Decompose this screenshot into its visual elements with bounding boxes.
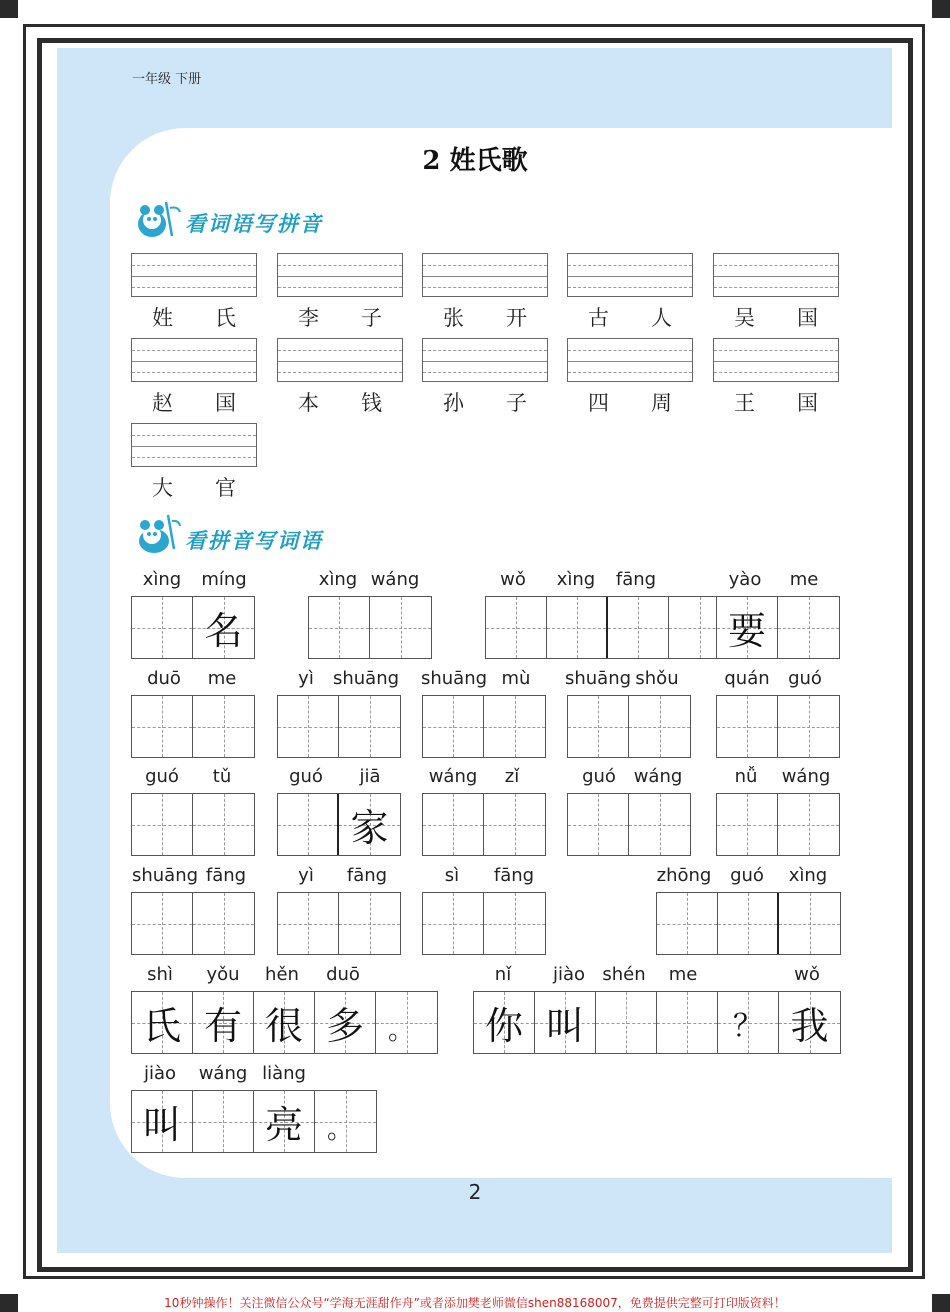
blank-character-cell[interactable]: [486, 597, 547, 658]
word-character: 国: [797, 306, 818, 330]
given-character: 。: [327, 1115, 354, 1145]
given-character: 名: [204, 609, 243, 653]
pinyin-label: shén: [602, 964, 646, 985]
blank-character-cell[interactable]: [339, 696, 400, 757]
blank-character-cell[interactable]: [309, 597, 370, 658]
blank-character-cell[interactable]: [778, 597, 839, 658]
given-character: 有: [203, 1004, 242, 1048]
blank-character-cell[interactable]: [568, 696, 629, 757]
pinyin-label: xìng: [318, 569, 358, 590]
pinyin-label: míng: [201, 569, 247, 590]
blank-character-cell[interactable]: [193, 794, 254, 855]
word-character: 国: [797, 391, 818, 415]
pinyin-writing-box[interactable]: [567, 253, 693, 297]
character-grid: [131, 1090, 377, 1153]
character-grid: [716, 695, 840, 758]
pinyin-label: yì: [298, 865, 314, 886]
word-character: 人: [651, 306, 672, 330]
pinyin-writing-box[interactable]: [422, 338, 548, 382]
blank-character-cell[interactable]: [608, 597, 669, 658]
panda-icon: [132, 513, 182, 555]
blank-character-cell[interactable]: [278, 794, 339, 855]
character-cell: [315, 1091, 376, 1152]
pinyin-label: fāng: [615, 569, 657, 590]
character-grid: [473, 991, 841, 1054]
pinyin-writing-box[interactable]: [567, 338, 693, 382]
character-grid: [277, 892, 401, 955]
pinyin-label: shuāng: [564, 668, 632, 689]
character-cell: [717, 597, 778, 658]
word-character: 大: [152, 476, 173, 500]
pinyin-label: guó: [582, 766, 616, 787]
character-grid: [485, 596, 731, 659]
blank-character-cell[interactable]: [718, 893, 779, 954]
blank-character-cell[interactable]: [132, 794, 193, 855]
panda-icon: [132, 198, 182, 240]
character-cell: [535, 992, 596, 1053]
blank-character-cell[interactable]: [547, 597, 608, 658]
pinyin-label: duō: [147, 668, 181, 689]
pinyin-label: guó: [289, 766, 323, 787]
pinyin-label: jiào: [143, 1063, 177, 1084]
given-character: ？: [733, 1008, 763, 1044]
word-character: 官: [215, 476, 236, 500]
blank-character-cell[interactable]: [370, 597, 431, 658]
character-grid: [716, 596, 840, 659]
pinyin-label: mù: [501, 668, 531, 689]
word-character: 赵: [152, 391, 173, 415]
character-grid: [277, 695, 401, 758]
character-cell: [193, 597, 254, 658]
word-character: 本: [298, 391, 319, 415]
pinyin-label: me: [789, 569, 819, 590]
pinyin-label: xìng: [556, 569, 596, 590]
pinyin-label: shuāng: [332, 668, 400, 689]
blank-character-cell[interactable]: [717, 696, 778, 757]
word-character: 李: [298, 306, 319, 330]
word-character: 姓: [152, 306, 173, 330]
word-characters: [277, 302, 403, 332]
pinyin-label: fāng: [346, 865, 388, 886]
given-character: 叫: [142, 1103, 181, 1147]
pinyin-writing-box[interactable]: [277, 253, 403, 297]
pinyin-label: me: [207, 668, 237, 689]
lesson-title: 2 姓氏歌: [422, 146, 528, 176]
given-character: 多: [325, 1004, 364, 1048]
word-character: 孙: [443, 391, 464, 415]
pinyin-label: fāng: [205, 865, 247, 886]
blank-character-cell[interactable]: [339, 893, 400, 954]
given-character: 要: [727, 609, 766, 653]
pinyin-label: me: [668, 964, 698, 985]
page-number: 2: [468, 1180, 482, 1204]
blank-character-cell[interactable]: [596, 992, 657, 1053]
word-characters: [277, 387, 403, 417]
blank-character-cell[interactable]: [278, 893, 339, 954]
blank-character-cell[interactable]: [629, 696, 690, 757]
pinyin-label: jiào: [552, 964, 586, 985]
blank-character-cell[interactable]: [193, 893, 254, 954]
character-cell: [315, 992, 376, 1053]
word-character: 国: [215, 391, 236, 415]
pinyin-label: wáng: [370, 569, 420, 590]
pinyin-label: guó: [730, 865, 764, 886]
pinyin-label: yào: [728, 569, 762, 590]
pinyin-label: xìng: [142, 569, 182, 590]
pinyin-label: shuāng: [420, 668, 488, 689]
section-title-write-words: 看拼音写词语: [185, 528, 323, 553]
pinyin-label: quán: [724, 668, 770, 689]
corner-mark-tr: [932, 0, 950, 18]
character-grid: [567, 695, 691, 758]
character-cell: [339, 794, 400, 855]
pinyin-writing-box[interactable]: [131, 423, 257, 467]
character-grid: [567, 793, 691, 856]
pinyin-label: nǐ: [494, 964, 512, 985]
blank-character-cell[interactable]: [423, 794, 484, 855]
pinyin-label: wǒ: [794, 964, 820, 985]
pinyin-label: fāng: [493, 865, 535, 886]
pinyin-label: guó: [788, 668, 822, 689]
word-character: 张: [443, 306, 464, 330]
given-character: 你: [484, 1004, 523, 1048]
pinyin-label: wǒ: [500, 569, 526, 590]
character-cell: [718, 992, 779, 1053]
footer-note: 10秒钟操作！关注微信公众号“学海无涯甜作舟”或者添加樊老师微信shen88168007，免费提供完整可打印版资料！: [164, 1296, 786, 1310]
blank-character-cell[interactable]: [778, 794, 839, 855]
word-character: 周: [651, 391, 672, 415]
pinyin-label: wáng: [428, 766, 478, 787]
character-cell: [193, 992, 254, 1053]
word-characters: [713, 302, 839, 332]
blank-character-cell[interactable]: [278, 696, 339, 757]
word-characters: [131, 302, 257, 332]
grade-label: 一年级 下册: [132, 72, 202, 87]
pinyin-label: tǔ: [212, 766, 232, 787]
word-character: 氏: [215, 306, 236, 330]
character-grid: [277, 793, 401, 856]
pinyin-writing-box[interactable]: [277, 338, 403, 382]
blank-character-cell[interactable]: [717, 794, 778, 855]
given-character: 亮: [264, 1103, 303, 1147]
given-character: 家: [350, 806, 389, 850]
character-cell: [132, 992, 193, 1053]
blank-character-cell[interactable]: [484, 696, 545, 757]
pinyin-label: shì: [147, 964, 173, 985]
character-cell: [254, 992, 315, 1053]
pinyin-label: wáng: [781, 766, 831, 787]
given-character: 很: [264, 1004, 303, 1048]
pinyin-label: hěn: [265, 964, 299, 985]
given-character: 我: [790, 1004, 829, 1048]
word-character: 古: [588, 306, 609, 330]
blank-character-cell[interactable]: [484, 893, 545, 954]
word-character: 开: [506, 306, 527, 330]
blank-character-cell[interactable]: [657, 893, 718, 954]
pinyin-label: zǐ: [504, 766, 520, 787]
blank-character-cell[interactable]: [132, 597, 193, 658]
blank-character-cell[interactable]: [779, 893, 840, 954]
blank-character-cell[interactable]: [778, 696, 839, 757]
word-characters: [567, 302, 693, 332]
pinyin-label: shǒu: [635, 668, 679, 689]
pinyin-label: duō: [326, 964, 360, 985]
pinyin-label: jiā: [359, 766, 381, 787]
blank-character-cell[interactable]: [657, 992, 718, 1053]
pinyin-label: yǒu: [206, 964, 240, 985]
blank-character-cell[interactable]: [484, 794, 545, 855]
character-cell: [254, 1091, 315, 1152]
pinyin-label: sì: [444, 865, 460, 886]
character-grid: [131, 695, 255, 758]
given-character: 叫: [545, 1004, 584, 1048]
pinyin-label: wáng: [633, 766, 683, 787]
character-grid: [131, 793, 255, 856]
character-grid: [716, 793, 840, 856]
character-cell: [779, 992, 840, 1053]
blank-character-cell[interactable]: [193, 696, 254, 757]
pinyin-label: guó: [145, 766, 179, 787]
character-grid: [656, 892, 841, 955]
character-grid: [422, 793, 546, 856]
word-characters: [422, 387, 548, 417]
word-character: 钱: [361, 391, 382, 415]
character-grid: [308, 596, 432, 659]
character-cell: [376, 992, 437, 1053]
pinyin-writing-box[interactable]: [422, 253, 548, 297]
word-character: 子: [506, 391, 527, 415]
character-grid: [422, 892, 546, 955]
pinyin-label: liàng: [262, 1063, 306, 1084]
pinyin-label: xìng: [788, 865, 828, 886]
pinyin-label: yì: [298, 668, 314, 689]
word-character: 吴: [734, 306, 755, 330]
character-grid: [131, 892, 255, 955]
pinyin-writing-box[interactable]: [131, 338, 257, 382]
blank-character-cell[interactable]: [193, 1091, 254, 1152]
pinyin-label: nǚ: [734, 766, 758, 787]
blank-character-cell[interactable]: [132, 893, 193, 954]
blank-character-cell[interactable]: [629, 794, 690, 855]
pinyin-label: wáng: [198, 1063, 248, 1084]
word-characters: [131, 472, 257, 502]
pinyin-writing-box[interactable]: [713, 253, 839, 297]
word-character: 四: [588, 391, 609, 415]
character-cell: [132, 1091, 193, 1152]
character-grid: [131, 596, 255, 659]
character-grid: [422, 695, 546, 758]
word-characters: [131, 387, 257, 417]
pinyin-label: shuāng: [131, 865, 199, 886]
given-character: 氏: [142, 1004, 181, 1048]
blank-character-cell[interactable]: [423, 696, 484, 757]
character-cell: [474, 992, 535, 1053]
word-characters: [713, 387, 839, 417]
word-characters: [422, 302, 548, 332]
corner-mark-tl: [0, 0, 18, 18]
pinyin-writing-box[interactable]: [131, 253, 257, 297]
pinyin-writing-box[interactable]: [713, 338, 839, 382]
given-character: 。: [388, 1016, 415, 1046]
character-grid: [131, 991, 438, 1054]
blank-character-cell[interactable]: [568, 794, 629, 855]
blank-character-cell[interactable]: [132, 696, 193, 757]
pinyin-label: zhōng: [656, 865, 712, 886]
blank-character-cell[interactable]: [423, 893, 484, 954]
word-character: 王: [734, 391, 755, 415]
section-title-write-pinyin: 看词语写拼音: [185, 211, 323, 236]
word-characters: [567, 387, 693, 417]
word-character: 子: [361, 306, 382, 330]
